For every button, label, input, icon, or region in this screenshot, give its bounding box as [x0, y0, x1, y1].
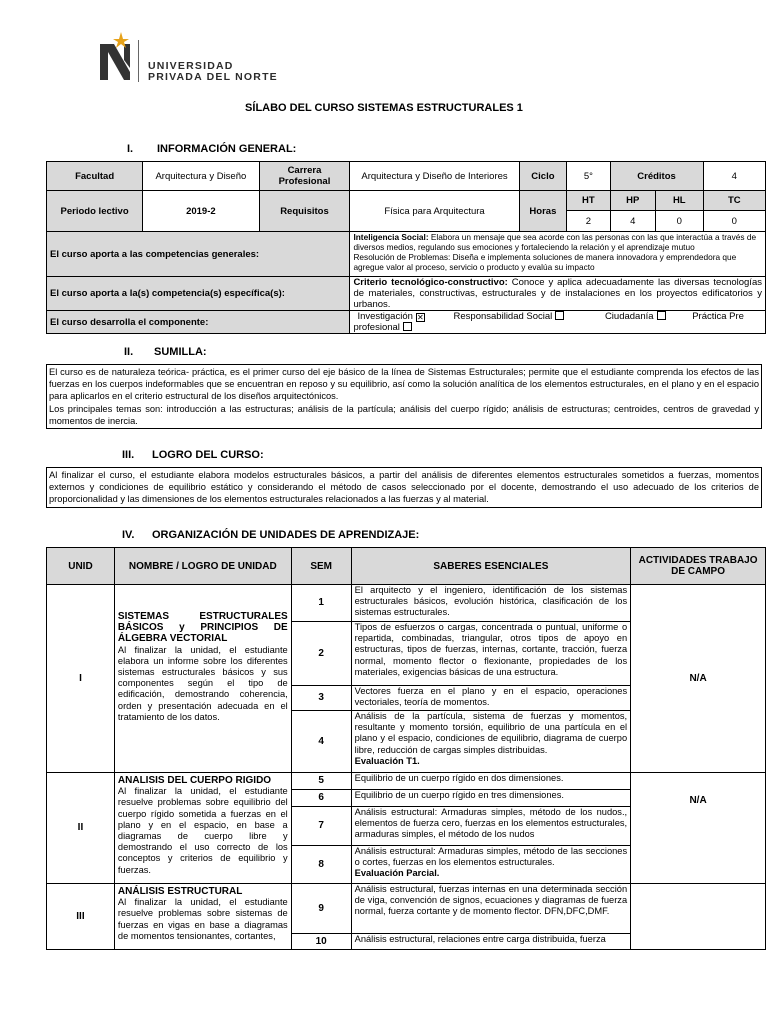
week-content: El arquitecto y el ingeniero, identificación de los sistemas estructurales básicos, evolución histórica, clasificación de los sistemas estructurales.	[351, 585, 631, 622]
document-title: SÍLABO DEL CURSO SISTEMAS ESTRUCTURALES 1	[245, 102, 523, 114]
sumilla-box	[46, 364, 762, 429]
componente-investigacion[interactable]: Investigación ✕	[357, 311, 424, 322]
sumilla-paragraph-2: Los principales temas son: introducción a las estructuras; análisis de la partícula; análisis del cuerpo rígido; análisis de estructuras; centroides, centros de gravedad y momentos de inercia.	[49, 403, 759, 426]
header-sem: SEM	[291, 548, 351, 585]
week-content: Tipos de esfuerzos o cargas, concentrada o puntual, uniforme o repartida, combinadas, triangular, otros tipos de apoyo en estructuras, tipos de fuerzas, internas, cortante, tracción, fuerza normal, momento flector o flexionante, propiedades de los materiales, exigencias básicas de una estructura.	[351, 622, 631, 686]
unit-activity: N/A	[631, 773, 766, 884]
ht-value: 2	[567, 211, 610, 232]
logo-divider	[138, 40, 139, 82]
hl-value: 0	[655, 211, 703, 232]
week-number: 9	[291, 884, 351, 934]
facultad-label: Facultad	[47, 162, 143, 191]
upn-n-logo-icon	[98, 30, 138, 82]
competencia-especifica-value: Criterio tecnológico-constructivo: Conoce y aplica adecuadamente las diversas tecnologías de materiales, constructivas, estructurales y de instalaciones en los proyectos edificatorios y urbanos.	[350, 277, 766, 311]
table-row	[47, 585, 766, 622]
unit-number: III	[47, 884, 115, 950]
requisitos-value: Física para Arquitectura	[350, 191, 519, 232]
tc-label: TC	[703, 191, 765, 211]
header-saberes: SABERES ESENCIALES	[351, 548, 631, 585]
checkbox-checked-icon[interactable]: ✕	[417, 313, 424, 322]
hp-label: HP	[610, 191, 655, 211]
week-number: 8	[291, 846, 351, 884]
table-row	[47, 773, 766, 790]
week-number: 3	[291, 686, 351, 711]
unit-activity	[631, 884, 766, 950]
week-number: 1	[291, 585, 351, 622]
carrera-label: Carrera Profesional	[259, 162, 350, 191]
section-heading-logro: III. LOGRO DEL CURSO:	[122, 449, 264, 461]
week-content: Análisis de la partícula, sistema de fuerzas y momentos, resultante y momento torsión, equilibrio de una partícula en el plano y el espacio, condiciones de equilibrio, diagrama de cuerpo libre, reducción de cargas simples distribuidas. Evaluación T1.	[351, 711, 631, 773]
periodo-label: Periodo lectivo	[47, 191, 143, 232]
creditos-label: Créditos	[610, 162, 703, 191]
checkbox-icon[interactable]	[657, 311, 666, 320]
week-number: 10	[291, 934, 351, 950]
week-content: Vectores fuerza en el plano y en el espacio, operaciones vectoriales, teoría de momentos.	[351, 686, 631, 711]
logo-text-line2: PRIVADA DEL NORTE	[148, 71, 278, 83]
ht-label: HT	[567, 191, 610, 211]
week-content: Análisis estructural, relaciones entre carga distribuida, fuerza	[351, 934, 631, 950]
ciclo-label: Ciclo	[519, 162, 567, 191]
week-number: 7	[291, 807, 351, 846]
unit-name-logro: SISTEMAS ESTRUCTURALES BÁSICOS y PRINCIPIOS DE ÁLGEBRA VECTORIAL Al finalizar la unidad, el estudiante elabora un informe sobre los diferentes sistemas estructurales básicos y sus componentes según el tipo de edificación, demostrando coherencia, orden y presentación adecuada en el tratamiento de los datos.	[114, 585, 291, 773]
competencias-generales-label: El curso aporta a las competencias generales:	[47, 232, 350, 277]
hl-label: HL	[655, 191, 703, 211]
unit-number: II	[47, 773, 115, 884]
units-table	[46, 547, 766, 950]
unit-name-logro: ANALISIS DEL CUERPO RIGIDO Al finalizar la unidad, el estudiante resuelve problemas sobre equilibrio del cuerpo rígido sometida a fuerzas en el plano y en el espacio, en base a diagramas de cuerpo libre y demostrando el uso correcto de los conceptos y criterios de equilibrio y fuerzas.	[114, 773, 291, 884]
week-content: Equilibrio de un cuerpo rígido en dos dimensiones.	[351, 773, 631, 790]
componente-practica[interactable]: Práctica Pre profesional	[353, 311, 744, 333]
section-heading-info: I. INFORMACIÓN GENERAL:	[127, 143, 297, 155]
requisitos-label: Requisitos	[259, 191, 350, 232]
componente-responsabilidad[interactable]: Responsabilidad Social	[454, 311, 565, 322]
logo-text-line1: UNIVERSIDAD	[148, 60, 234, 72]
competencias-generales-value: Inteligencia Social: Elabora un mensaje que sea acorde con las personas con las que interactúa a través de diversos medios, regulando sus emociones y fortaleciendo la relación y el aprendizaje mutuo Resolución de Problemas: Diseña e implementa soluciones de manera innovadora y emprendedora que agregue valor al proceso, servicio o producto y evalúa su impacto	[350, 232, 766, 277]
checkbox-icon[interactable]	[555, 311, 564, 320]
creditos-value: 4	[703, 162, 765, 191]
componente-options	[350, 311, 766, 334]
horas-label: Horas	[519, 191, 567, 232]
facultad-value: Arquitectura y Diseño	[143, 162, 259, 191]
section-heading-unidades: IV. ORGANIZACIÓN DE UNIDADES DE APRENDIZAJE:	[122, 529, 420, 541]
header-unid: UNID	[47, 548, 115, 585]
carrera-value: Arquitectura y Diseño de Interiores	[350, 162, 519, 191]
section-heading-sumilla: II. SUMILLA:	[124, 346, 207, 358]
checkbox-icon[interactable]	[403, 322, 412, 331]
componente-label: El curso desarrolla el componente:	[47, 311, 350, 334]
week-number: 6	[291, 790, 351, 807]
componente-ciudadania[interactable]: Ciudadanía	[605, 311, 666, 322]
week-number: 5	[291, 773, 351, 790]
periodo-value: 2019-2	[143, 191, 259, 232]
week-content: Análisis estructural, fuerzas internas en una determinada sección de viga, convención de signos, ecuaciones y diagramas de fuerza normal, fuerza cortante y de momento flector. DFN,DFC,DMF.	[351, 884, 631, 934]
general-info-table	[46, 161, 766, 334]
week-number: 2	[291, 622, 351, 686]
tc-value: 0	[703, 211, 765, 232]
competencia-especifica-label: El curso aporta a la(s) competencia(s) específica(s):	[47, 277, 350, 311]
week-content: Análisis estructural: Armaduras simples, método de los nudos., elementos de fuerza cero, fuerzas en los elementos estructurales, armaduras simples, el método de los nudos	[351, 807, 631, 846]
unit-number: I	[47, 585, 115, 773]
header-actividades: ACTIVIDADES TRABAJO DE CAMPO	[631, 548, 766, 585]
unit-activity: N/A	[631, 585, 766, 773]
week-content: Equilibrio de un cuerpo rígido en tres dimensiones.	[351, 790, 631, 807]
logro-box: Al finalizar el curso, el estudiante elabora modelos estructurales básicos, a partir del análisis de diferentes elementos estructurales sometidos a fuerzas, momentos externos y condiciones de equilibrio estático y considerando el método de casos seleccionado por el docente, demostrando el uso adecuado de los criterios de proporcionalidad y las dimensiones de los elementos estructurales relacionados a las fuerzas y al material.	[46, 467, 762, 508]
header-nombre: NOMBRE / LOGRO DE UNIDAD	[114, 548, 291, 585]
week-number: 4	[291, 711, 351, 773]
sumilla-paragraph-1: El curso es de naturaleza teórica- práctica, es el primer curso del eje básico de la línea de Sistemas Estructurales; permite que el estudiante comprenda los efectos de las fuerzas en los cuerpos indeformables que se encuentran en reposo y su equilibrio, así como la solución analítica de los elementos estructurales, en el plano y en el espacio para aplicarlos en el criterio estructural de los diseños arquitectónicos.	[49, 367, 759, 402]
table-row	[47, 884, 766, 934]
ciclo-value: 5°	[567, 162, 610, 191]
hp-value: 4	[610, 211, 655, 232]
week-content: Análisis estructural: Armaduras simples, método de las secciones o cortes, fuerzas en los elementos estructurales. Evaluación Parcial.	[351, 846, 631, 884]
unit-name-logro: ANÁLISIS ESTRUCTURAL Al finalizar la unidad, el estudiante resuelve problemas sobre sistemas de fuerzas en vigas en base a diagramas de momentos tensionantes, cortantes,	[114, 884, 291, 950]
